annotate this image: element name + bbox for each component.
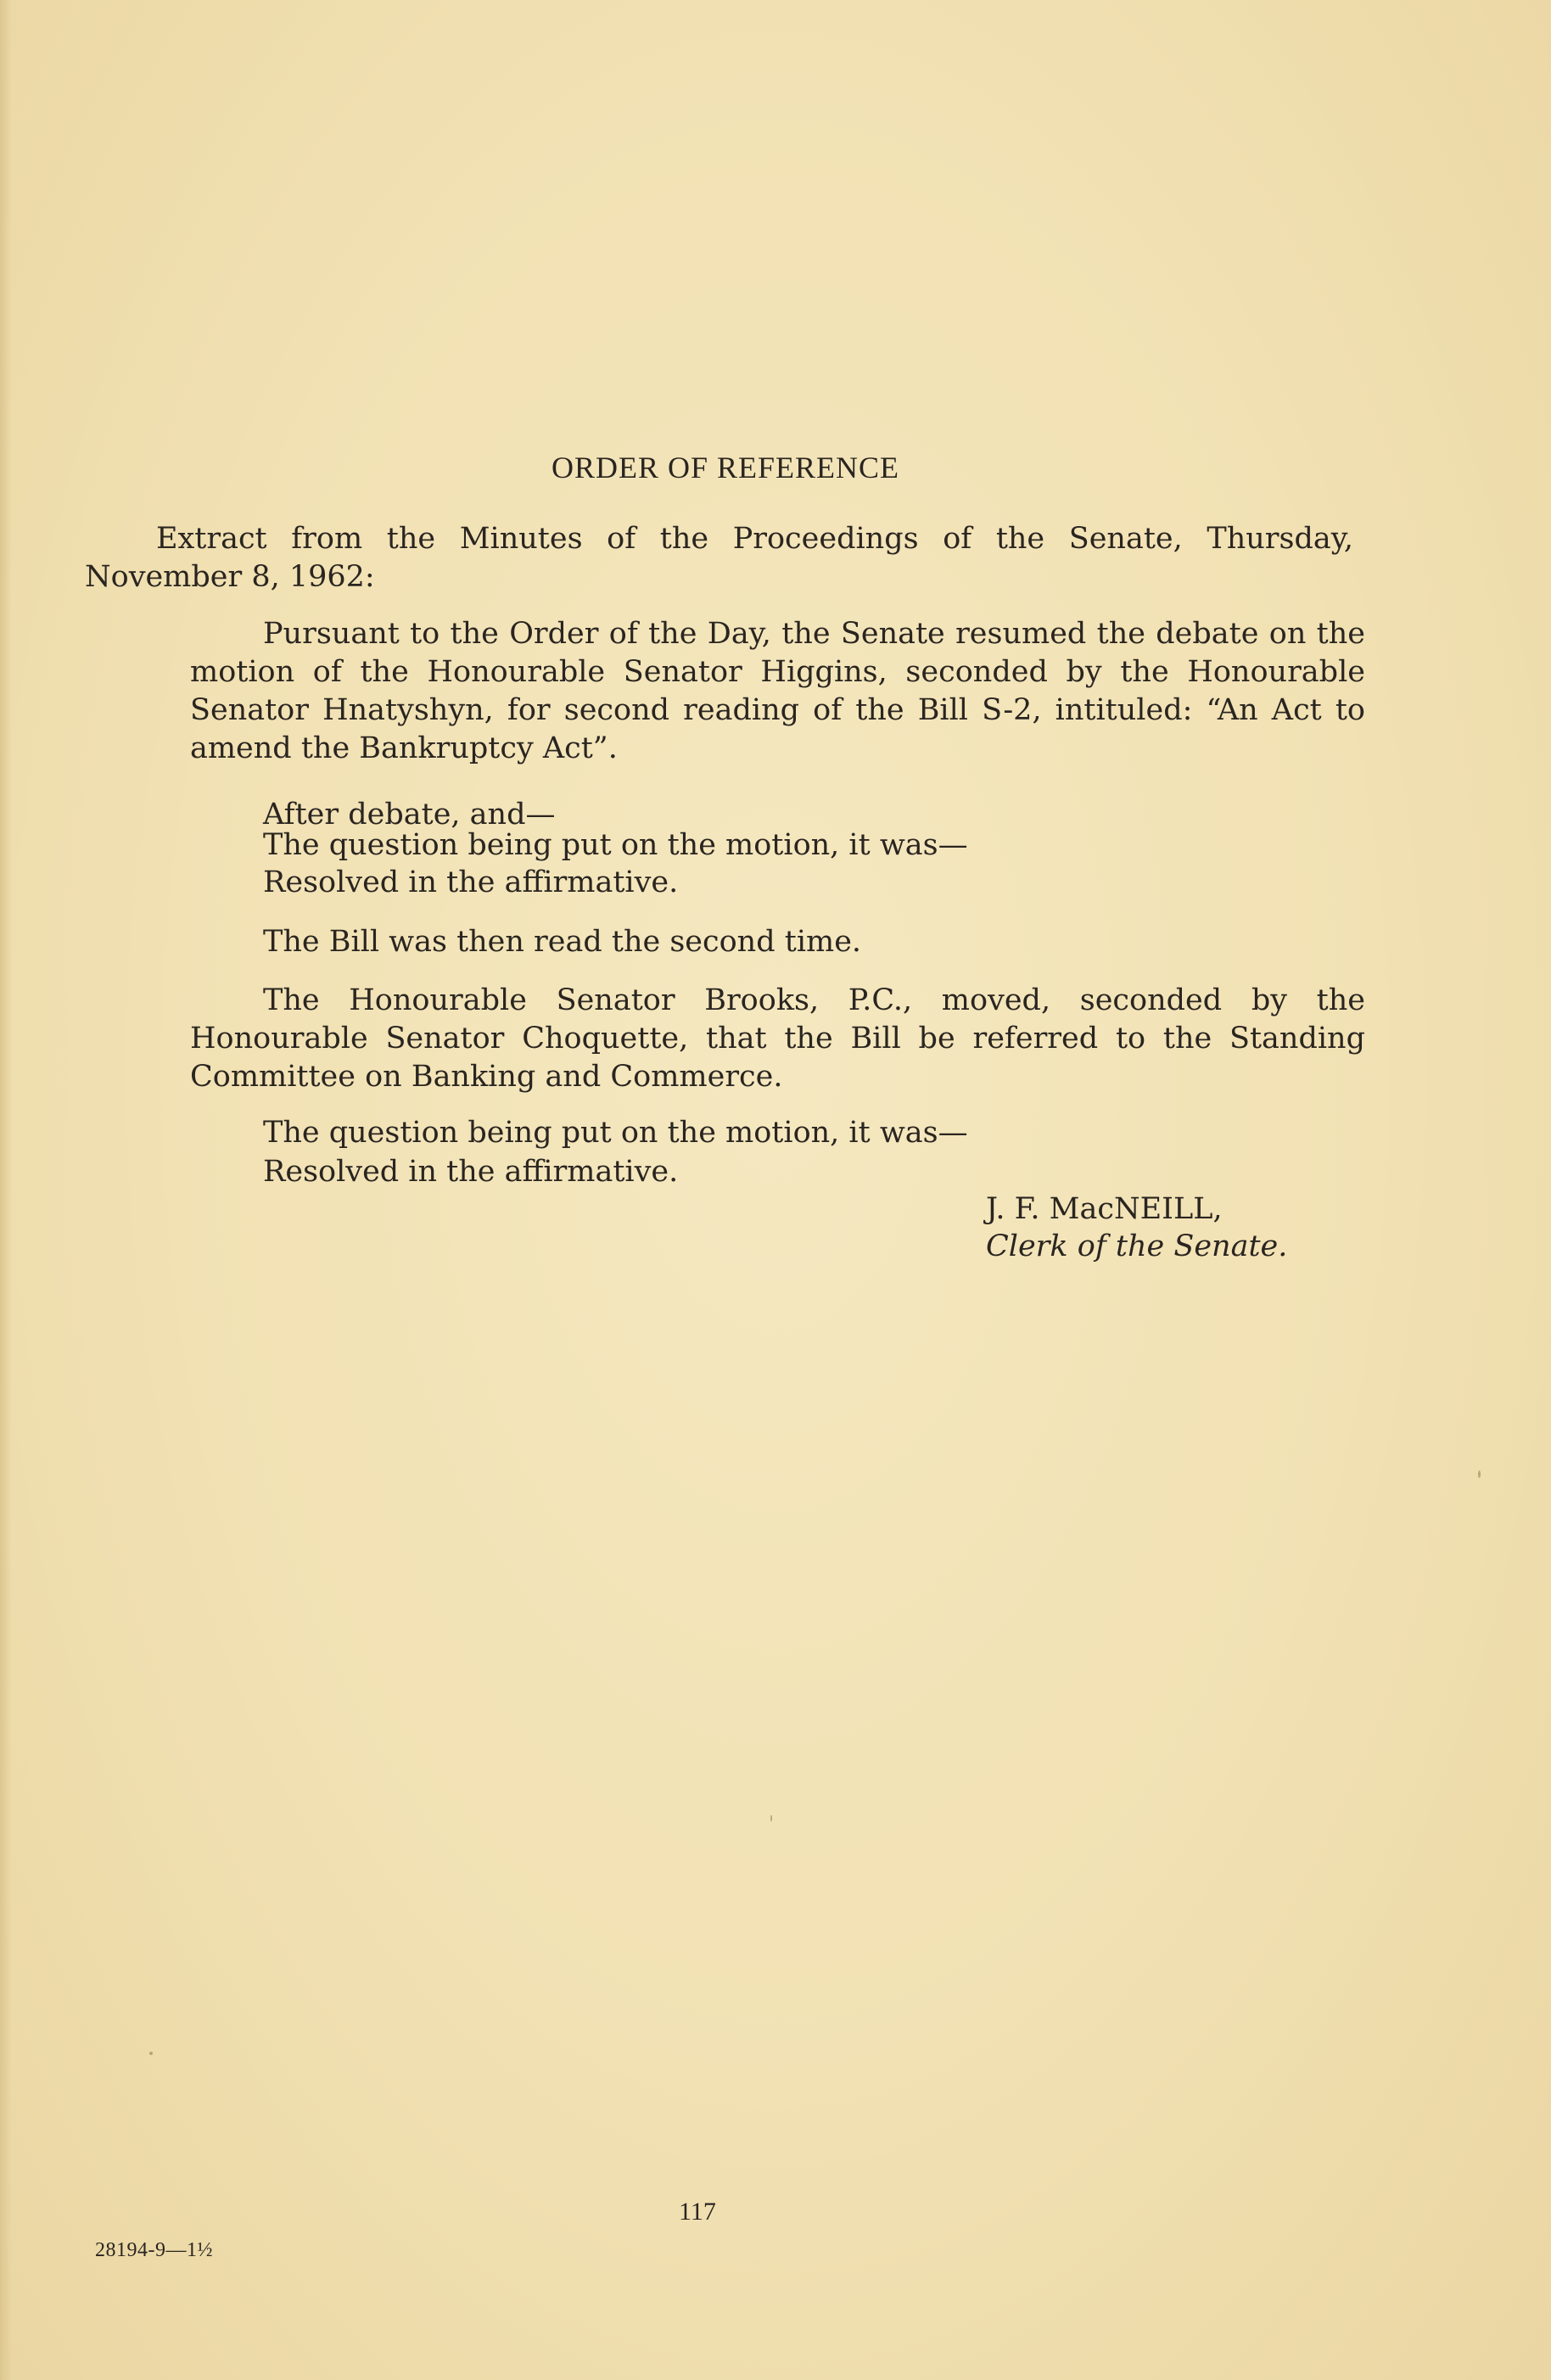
question-line-2: The question being put on the motion, it was— [263, 1116, 968, 1150]
second-reading-line: The Bill was then read the second time. [263, 925, 862, 959]
paper-speck [149, 2052, 153, 2055]
page-title: ORDER OF REFERENCE [551, 451, 900, 484]
paper-speck [770, 1815, 772, 1822]
motion-paragraph: Pursuant to the Order of the Day, the Senate resumed the debate on the motion of the Honourable Senator Higgins, seconded by the Honourable Senator Hnatyshyn, for second reading of the Bill S-2, intituled: “An Act to amend the Bankruptcy Act”. [190, 617, 1365, 765]
intro-paragraph: Extract from the Minutes of the Proceedings of the Senate, Thursday, November 8, 1962: [85, 522, 1353, 594]
page-number: 117 [679, 2198, 716, 2226]
print-code: 28194-9—1½ [95, 2239, 213, 2261]
referral-paragraph: The Honourable Senator Brooks, P.C., moved, seconded by the Honourable Senator Choquette, that the Bill be referred to the Standing Committee on Banking and Commerce. [190, 983, 1365, 1094]
signature-name: J. F. MacNEILL, [986, 1192, 1223, 1226]
resolved-line-2: Resolved in the affirmative. [263, 1155, 679, 1189]
resolved-line-1: Resolved in the affirmative. [263, 865, 679, 899]
signature-title: Clerk of the Senate. [986, 1229, 1288, 1263]
paper-speck [1478, 1470, 1481, 1478]
question-line-1: The question being put on the motion, it was— [263, 828, 968, 862]
after-debate-line: After debate, and— [263, 798, 556, 832]
